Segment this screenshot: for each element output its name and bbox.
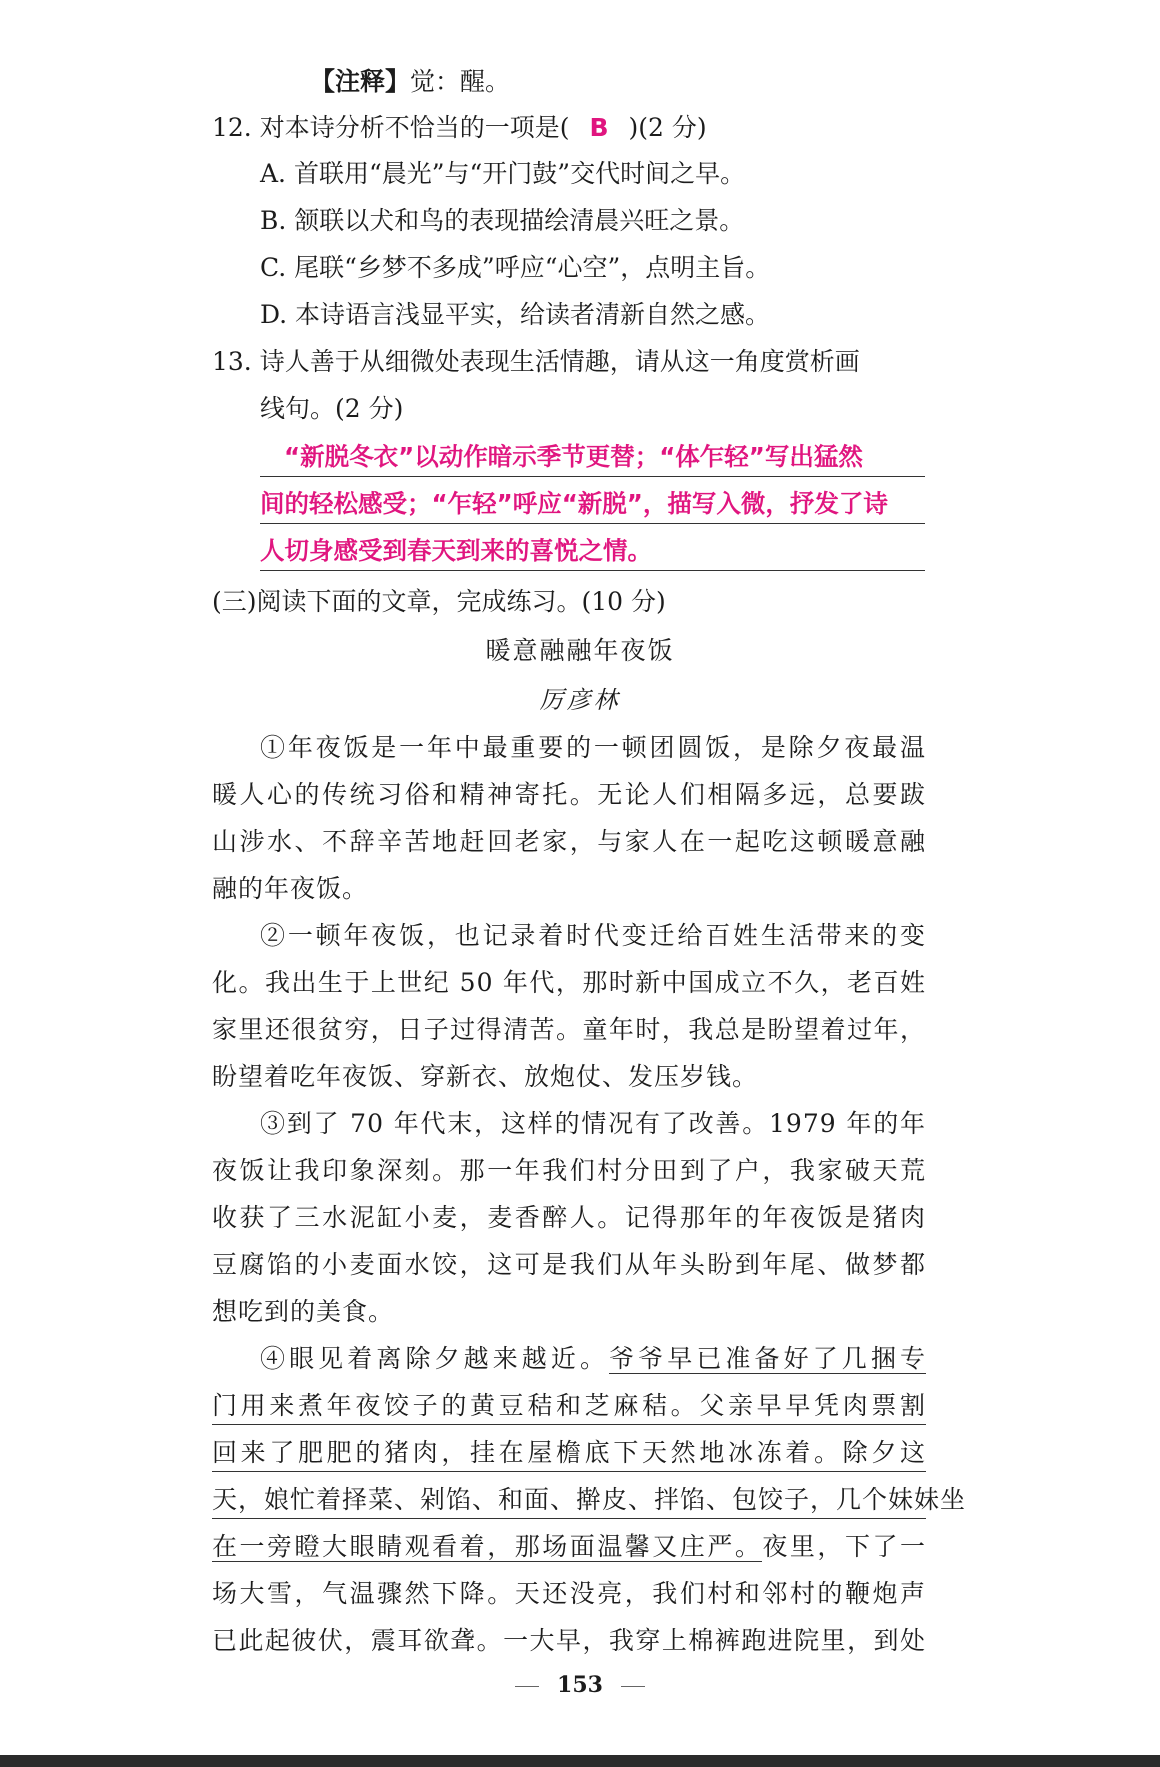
question-13-stem-line-2: 线句。(2 分) — [260, 394, 404, 423]
paragraph-2-line: 盼望着吃年夜饭、穿新衣、放炮仗、发压岁钱。 — [212, 1062, 759, 1091]
question-12-number: 12. — [212, 113, 252, 142]
section-3-heading: (三)阅读下面的文章，完成练习。(10 分) — [212, 587, 666, 616]
question-12-answer: B — [589, 113, 609, 142]
paragraph-1-line: 暖人心的传统习俗和精神寄托。无论人们相隔多远，总要跋 — [212, 780, 926, 809]
paragraph-3-line: 夜饭让我印象深刻。那一年我们村分田到了户，我家破天荒 — [212, 1156, 926, 1185]
paragraph-4-line — [212, 1529, 926, 1565]
question-12-option-a: A. 首联用“晨光”与“开门鼓”交代时间之早。 — [260, 159, 746, 188]
underlined-sentence: 天，娘忙着择菜、剁馅、和面、擀皮、拌馅、包饺子，几个妹妹坐 — [212, 1482, 926, 1519]
paragraph-4-plain-text: ④眼见着离除夕越来越近。 — [260, 1344, 610, 1373]
underlined-sentence: 回来了肥肥的猪肉，挂在屋檐底下天然地冰冻着。除夕这 — [212, 1435, 926, 1472]
question-12-option-d: D. 本诗语言浅显平实，给读者清新自然之感。 — [260, 300, 771, 329]
underlined-sentence: 在一旁瞪大眼睛观看着，那场面温馨又庄严。 — [212, 1532, 763, 1561]
paragraph-2-line: 家里还很贫穷，日子过得清苦。童年时，我总是盼望着过年， — [212, 1015, 926, 1044]
paragraph-4-plain-text: 夜里，下了一 — [762, 1532, 926, 1561]
page-number-dash-right — [621, 1686, 645, 1687]
question-13-answer-line-2: 间的轻松感受；“乍轻”呼应“新脱”，描写入微，抒发了诗 — [260, 485, 925, 524]
underlined-sentence: 爷爷早已准备好了几捆专 — [609, 1344, 926, 1373]
paragraph-4-line — [260, 1341, 926, 1377]
annotation-label: 【注释】 — [310, 67, 411, 96]
article-author: 厉彦林 — [539, 686, 621, 714]
question-13-answer-line-1: “新脱冬衣”以动作暗示季节更替；“体乍轻”写出猛然 — [260, 438, 925, 477]
question-12-option-b: B. 颔联以犬和鸟的表现描绘清晨兴旺之景。 — [260, 206, 745, 235]
question-13-text: 诗人善于从细微处表现生活情趣，请从这一角度赏析画 — [259, 347, 860, 376]
page-number — [0, 1672, 1160, 1698]
bottom-edge-bar — [0, 1755, 1160, 1767]
question-13-stem-line-1 — [212, 344, 860, 380]
paragraph-2-line: ②一顿年夜饭，也记录着时代变迁给百姓生活带来的变 — [260, 921, 926, 950]
annotation-text: 觉：醒。 — [410, 67, 511, 96]
question-12-option-c: C. 尾联“乡梦不多成”呼应“心空”，点明主旨。 — [260, 253, 771, 282]
paragraph-3-line: ③到了 70 年代末，这样的情况有了改善。1979 年的年 — [260, 1109, 926, 1138]
question-12-text-after: )(2 分) — [628, 113, 707, 142]
annotation-note — [310, 64, 510, 100]
question-13-number: 13. — [212, 347, 252, 376]
paragraph-1-line: ①年夜饭是一年中最重要的一顿团圆饭，是除夕夜最温 — [260, 733, 926, 762]
paragraph-4-line: 场大雪，气温骤然下降。天还没亮，我们村和邻村的鞭炮声 — [212, 1579, 926, 1608]
question-12-text-before: 对本诗分析不恰当的一项是( — [259, 113, 570, 142]
paragraph-1-line: 山涉水、不辞辛苦地赶回老家，与家人在一起吃这顿暖意融 — [212, 827, 926, 856]
question-12-stem — [212, 110, 707, 146]
paragraph-3-line: 收获了三水泥缸小麦，麦香醉人。记得那年的年夜饭是猪肉 — [212, 1203, 926, 1232]
page-number-dash-left — [515, 1686, 539, 1687]
article-title: 暖意融融年夜饭 — [485, 636, 675, 665]
question-13-answer-line-3: 人切身感受到春天到来的喜悦之情。 — [260, 532, 925, 571]
paragraph-4-line: 已此起彼伏，震耳欲聋。一大早，我穿上棉裤跑进院里，到处 — [212, 1626, 926, 1655]
paragraph-2-line: 化。我出生于上世纪 50 年代，那时新中国成立不久，老百姓 — [212, 968, 926, 997]
underlined-sentence: 门用来煮年夜饺子的黄豆秸和芝麻秸。父亲早早凭肉票割 — [212, 1388, 926, 1425]
paragraph-3-line: 想吃到的美食。 — [212, 1297, 395, 1326]
page-number-text: 153 — [557, 1672, 603, 1698]
paragraph-1-line: 融的年夜饭。 — [212, 874, 369, 903]
paragraph-3-line: 豆腐馅的小麦面水饺，这可是我们从年头盼到年尾、做梦都 — [212, 1250, 926, 1279]
